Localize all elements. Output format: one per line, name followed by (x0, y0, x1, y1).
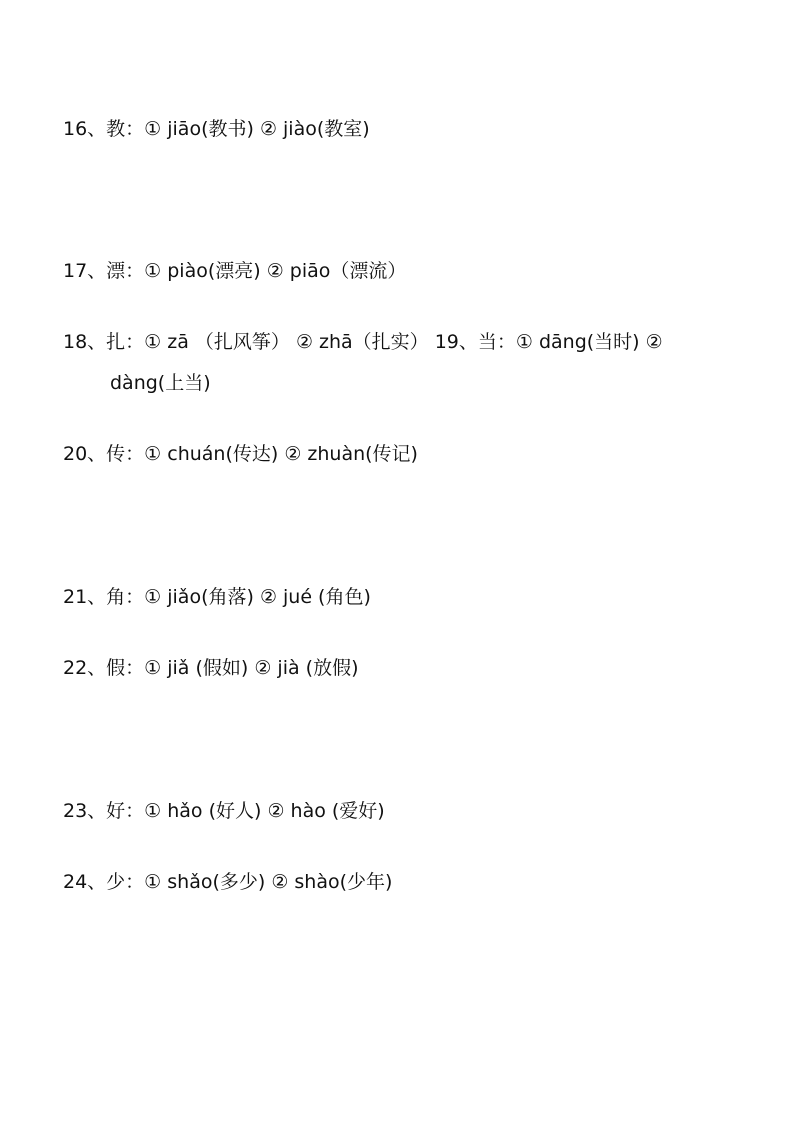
entry-20-line: 20、传：① chuán(传达) ② zhuàn(传记) (63, 443, 418, 465)
entry-17-line: 17、漂：① piào(漂亮) ② piāo（漂流） (63, 260, 407, 282)
entry-22-line: 22、假：① jiǎ (假如) ② jià (放假) (63, 657, 359, 679)
entry-18-19-line: 18、扎：① zā （扎风筝） ② zhā（扎实） 19、当：① dāng(当时) ② (63, 331, 663, 353)
entry-24-line: 24、少：① shǎo(多少) ② shào(少年) (63, 871, 393, 893)
entry-19-continuation-line: dàng(上当) (110, 372, 211, 394)
entry-23-line: 23、好：① hǎo (好人) ② hào (爱好) (63, 800, 385, 822)
entry-16-line: 16、教：① jiāo(教书) ② jiào(教室) (63, 118, 370, 140)
entry-21-line: 21、角：① jiǎo(角落) ② jué (角色) (63, 586, 371, 608)
